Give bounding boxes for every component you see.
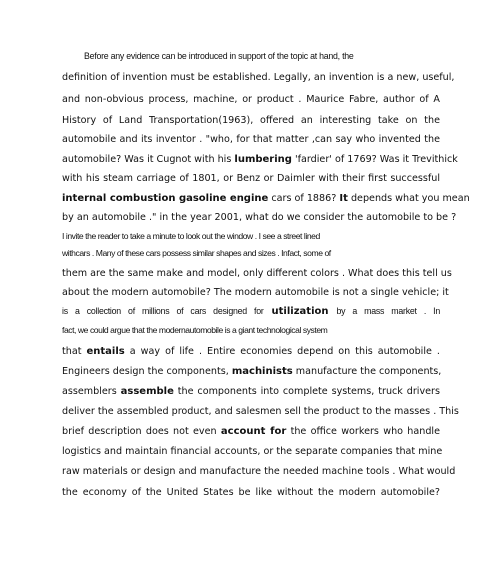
text-line [62,346,440,358]
text-line: automobile and its inventor . "who, for that matter ,can say who invented the [62,134,440,145]
text-line: and non-obvious process, machine, or product . Maurice Fabre, author of A [62,94,440,105]
text-span: brief description does not even [62,426,217,437]
text-line: fact, we could argue that the modernautomobile is a giant technological system [62,325,328,335]
text-span: by a mass market . In [336,306,440,316]
highlighted-term: machinists [231,366,293,377]
text-line [62,366,440,378]
text-span: cars of 1886? [271,193,337,204]
text-line: about the modern automobile? The modern automobile is not a single vehicle; it [62,287,449,298]
text-span: the office workers who handle [290,426,440,437]
text-span: automobile? Was it Cugnot with his [62,154,232,165]
text-line [62,305,440,318]
text-line: deliver the assembled product, and salesmen sell the product to the masses . This [62,406,459,417]
highlighted-term: assemble [120,386,174,397]
text-line: withcars . Many of these cars possess similar shapes and sizes . Infact, some of [62,248,331,258]
text-line: with his steam carriage of 1801, or Benz or Daimler with their first successful [62,173,440,184]
text-line: raw materials or design and manufacture the needed machine tools . What would [62,466,456,477]
text-span: a way of life . Entire economies depend on this automobile . [129,346,440,357]
text-line: the economy of the United States be like without the modern automobile? [62,487,440,498]
text-span: that [62,346,82,357]
highlighted-term: entails [86,346,125,357]
highlighted-term: account for [220,426,287,437]
text-line [62,386,440,398]
text-line: logistics and maintain financial accounts, or the separate companies that mine [62,446,443,457]
text-line: definition of invention must be established. Legally, an invention is a new, useful, [62,72,455,83]
text-span: manufacture the components, [295,366,442,377]
text-span: is a collection of millions of cars designed for [62,306,264,316]
text-span: Engineers design the components, [62,366,229,377]
text-line [62,193,470,205]
text-line: by an automobile ." in the year 2001, what do we consider the automobile to be ? [62,212,457,223]
text-line: Before any evidence can be introduced in support of the topic at hand, the [84,51,354,61]
highlighted-term: It [339,193,348,204]
text-line: them are the same make and model, only different colors . What does this tell us [62,268,452,279]
text-line: History of Land Transportation(1963), offered an interesting take on the [62,115,440,126]
text-line [62,426,440,438]
text-span: the components into complete systems, truck drivers [177,386,440,397]
highlighted-term: internal combustion gasoline engine [62,193,269,204]
text-line [62,154,458,166]
text-span: depends what you mean [350,193,470,204]
text-span: 'fardier' of 1769? Was it Trevithick [295,154,458,165]
text-span: assemblers [62,386,117,397]
text-line: I invite the reader to take a minute to look out the window . I see a street lined [62,231,320,241]
highlighted-term: utilization [271,306,329,317]
highlighted-term: lumbering [234,154,292,165]
